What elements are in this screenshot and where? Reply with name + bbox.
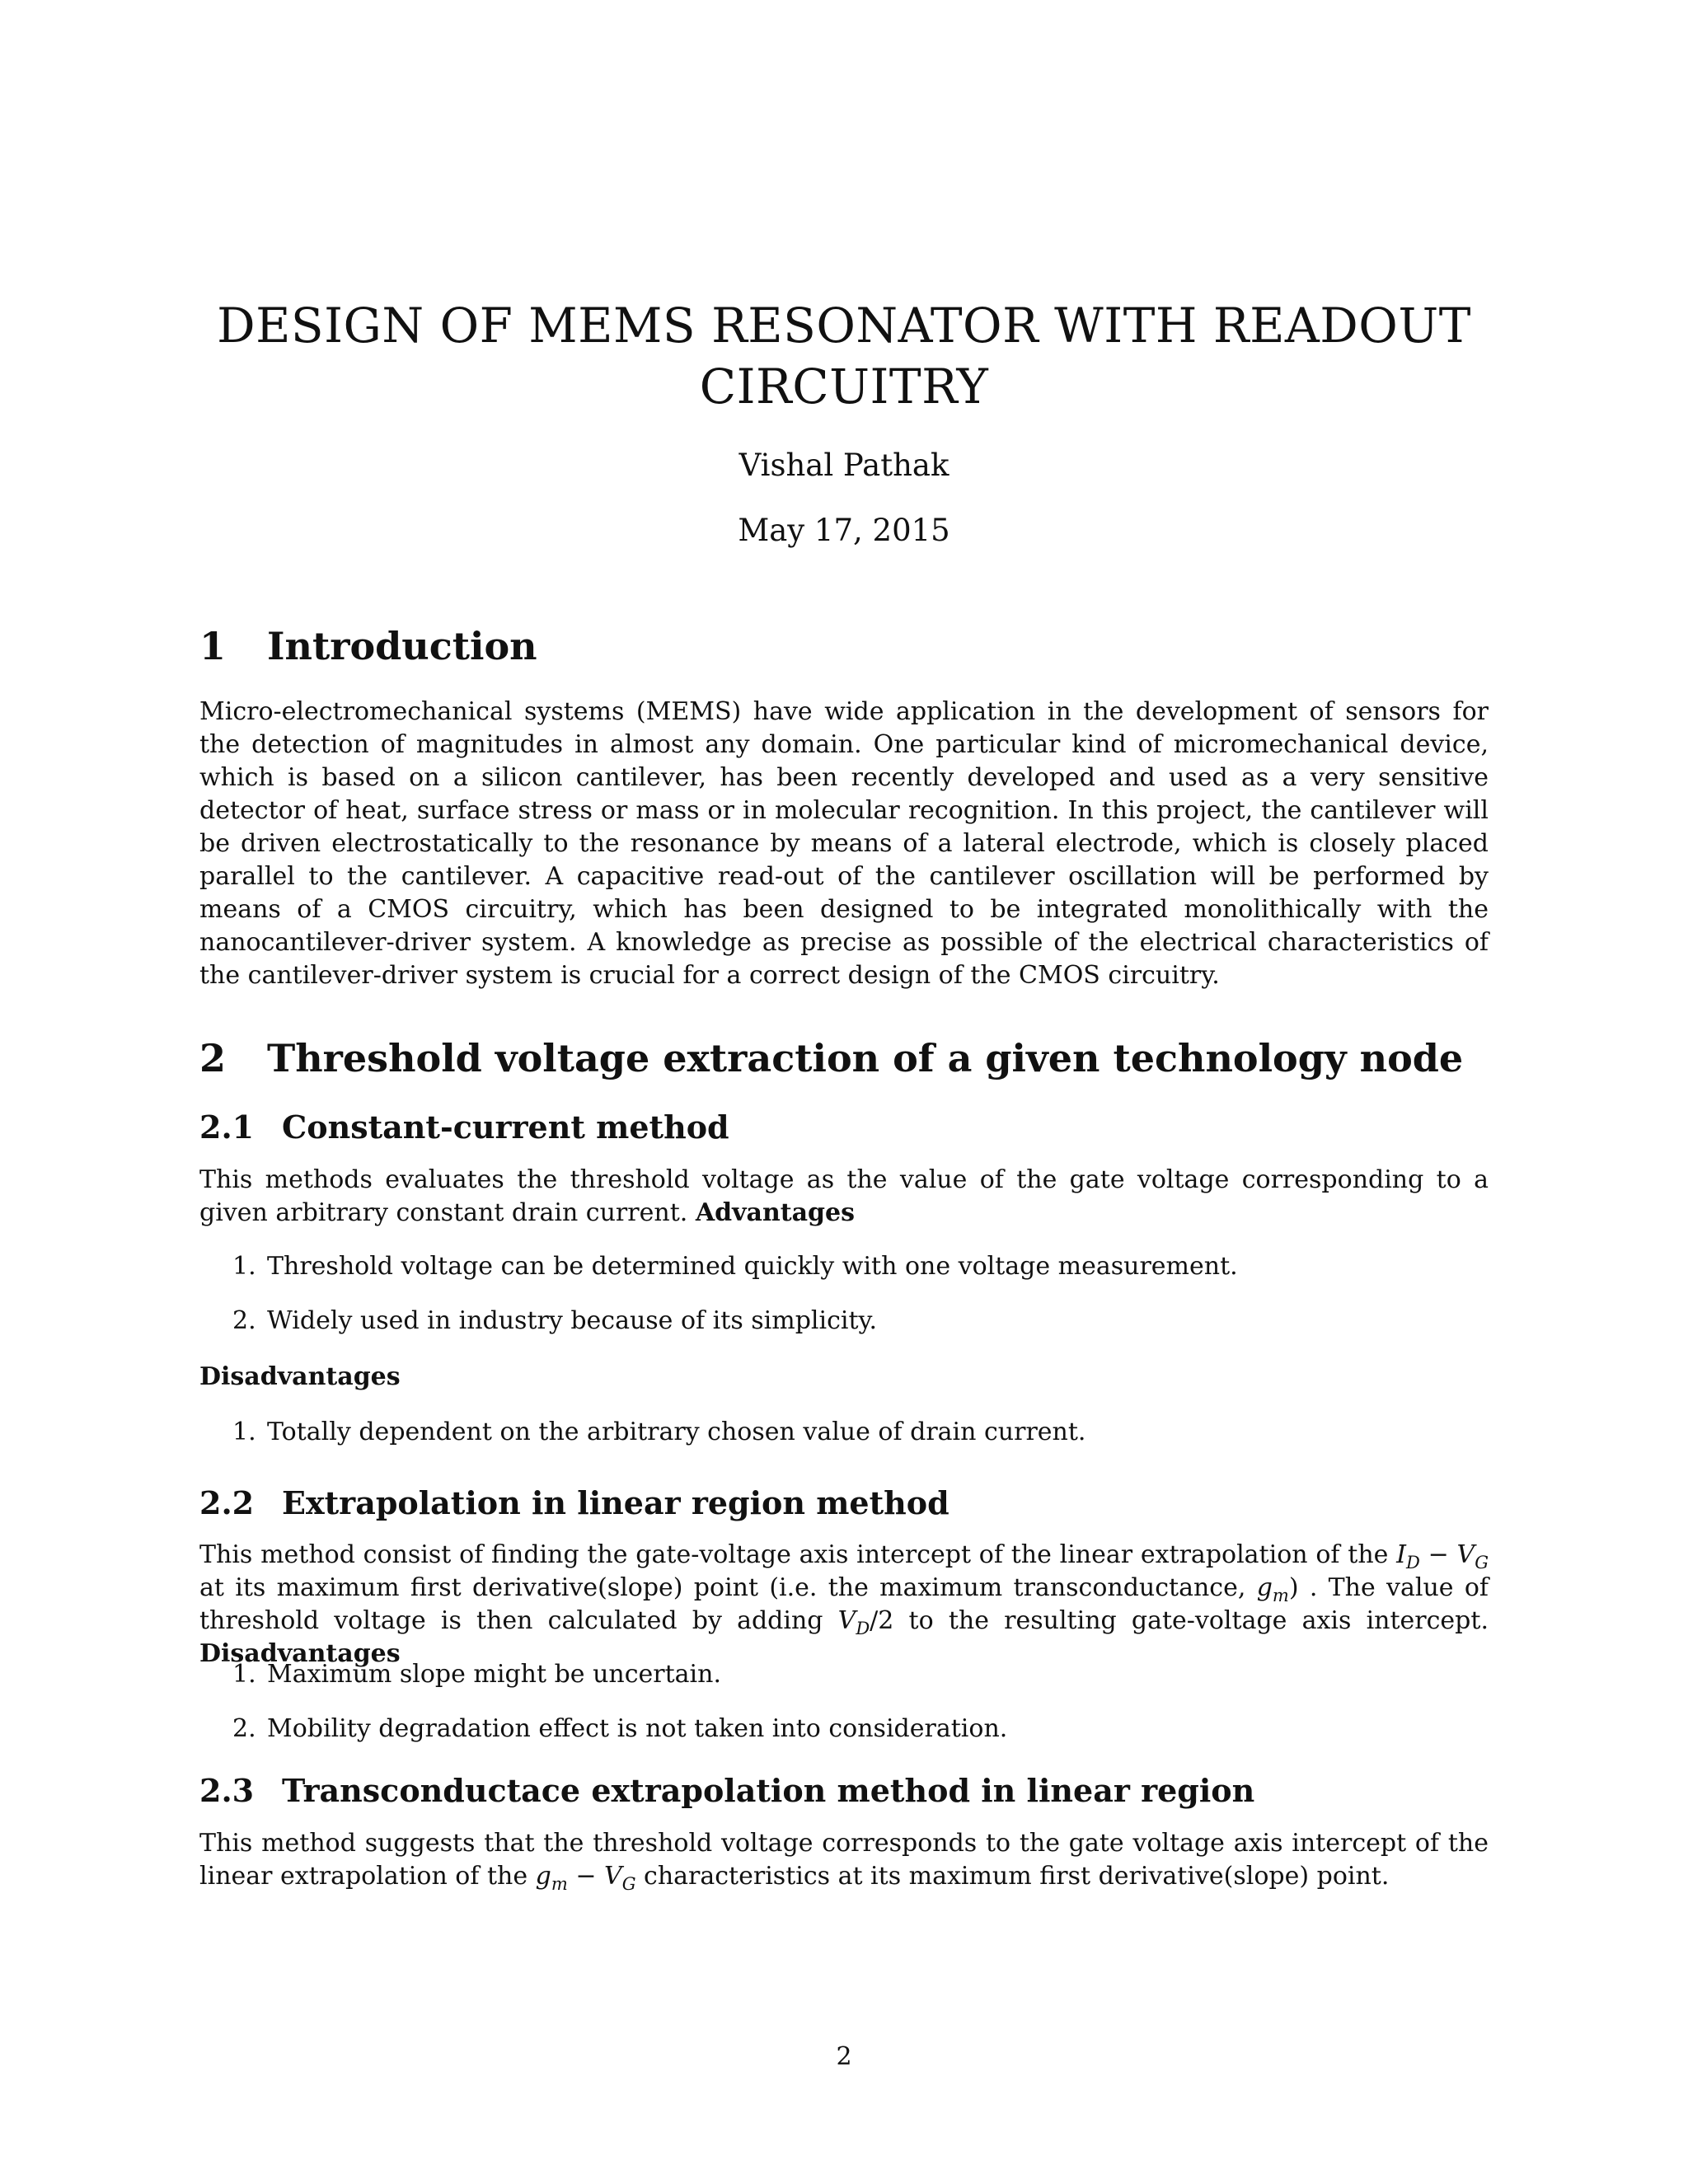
text-run: characteristics at its maximum first derivative(slope) point. <box>635 1862 1390 1891</box>
title-line-1: DESIGN OF MEMS RESONATOR WITH READOUT <box>217 298 1471 354</box>
math-vg <box>604 1862 636 1894</box>
list-item <box>199 1305 1489 1338</box>
list-text: Maximum slope might be uncertain. <box>267 1660 722 1689</box>
subsection-2-2-heading <box>199 1484 950 1522</box>
math-symbol: g <box>1256 1573 1273 1602</box>
text-run: ) . The value of threshold voltage is then calculated by adding <box>199 1573 1489 1635</box>
constant-current-text: This methods evaluates the threshold voltage as the value of the gate voltage corresponding to a given arbitrary constant drain current. <box>199 1165 1489 1227</box>
paper-title <box>0 295 1688 417</box>
math-symbol: I <box>1396 1540 1407 1569</box>
list-text: Threshold voltage can be determined quickly with one voltage measurement. <box>267 1252 1238 1281</box>
math-operator: − <box>567 1862 605 1891</box>
list-text: Mobility degradation effect is not taken into consideration. <box>267 1714 1008 1743</box>
title-line-2: CIRCUITRY <box>699 359 989 415</box>
transconductance-paragraph <box>199 1827 1489 1893</box>
advantages-label: Advantages <box>695 1198 856 1227</box>
math-symbol: V <box>604 1862 622 1891</box>
page-number: 2 <box>836 2042 852 2071</box>
section-2-heading <box>199 1035 1463 1081</box>
list-item <box>199 1713 1489 1746</box>
math-vg <box>1456 1540 1489 1572</box>
date: May 17, 2015 <box>738 513 950 548</box>
section-number: 2 <box>199 1036 227 1080</box>
text-run: to the resulting gate-voltage axis intercept. <box>893 1606 1489 1635</box>
advantages-list <box>199 1250 1489 1359</box>
math-symbol: g <box>535 1862 551 1891</box>
introduction-paragraph: Micro-electromechanical systems (MEMS) have wide application in the development of sensors for the detection of magnitudes in almost any domain. One particular kind of micromechanical device, which is based on a silicon cantilever, has been recently developed and used as a very sensitive detector of heat, surface stress or mass or in molecular recognition. In this project, the cantilever will be driven electrostatically to the resonance by means of a lateral electrode, which is closely placed parallel to the cantilever. A capacitive read-out of the cantilever oscillation will be performed by means of a CMOS circuitry, which has been designed to be integrated monolithically with the nanocantilever-driver system. A knowledge as precise as possible of the electrical characteristics of the cantilever-driver system is crucial for a correct design of the CMOS circuitry. <box>199 697 1489 990</box>
math-gm <box>1256 1573 1289 1605</box>
list-number: 1. <box>232 1252 256 1281</box>
section-number: 1 <box>199 624 227 668</box>
subsection-number: 2.3 <box>199 1772 255 1809</box>
constant-current-paragraph <box>199 1164 1489 1230</box>
section-title: Introduction <box>267 624 537 668</box>
math-operator: − <box>1419 1540 1457 1569</box>
text-run: This method suggests that the threshold voltage corresponds to the gate voltage axis intercept of the linear extrapolation of the <box>199 1829 1489 1891</box>
subsection-2-3-heading <box>199 1772 1254 1810</box>
disadvantages-heading: Disadvantages <box>199 1362 401 1391</box>
subsection-2-1-heading <box>199 1108 729 1146</box>
text-run: at its maximum first derivative(slope) point (i.e. the maximum transconductance, <box>199 1573 1257 1602</box>
math-operator: /2 <box>870 1606 894 1635</box>
math-subscript: D <box>856 1619 870 1638</box>
list-item <box>199 1658 1489 1691</box>
math-symbol: V <box>1456 1540 1475 1569</box>
list-number: 2. <box>232 1714 256 1743</box>
text-run: This method consist of finding the gate-voltage axis intercept of the linear extrapolation of the <box>199 1540 1397 1569</box>
math-gm <box>535 1862 568 1894</box>
disadvantages-label: Disadvantages <box>199 1639 401 1668</box>
list-number: 2. <box>232 1306 256 1335</box>
list-item <box>199 1250 1489 1283</box>
author: Vishal Pathak <box>738 448 950 483</box>
list-number: 1. <box>232 1418 256 1446</box>
subsection-title: Constant-current method <box>282 1108 729 1146</box>
math-symbol: V <box>837 1606 856 1635</box>
disadvantages-list <box>199 1416 1489 1470</box>
subsection-title: Transconductace extrapolation method in linear region <box>282 1772 1255 1809</box>
list-text: Widely used in industry because of its simplicity. <box>267 1306 878 1335</box>
subsection-number: 2.1 <box>199 1108 255 1146</box>
math-subscript: G <box>621 1874 636 1894</box>
subsection-title: Extrapolation in linear region method <box>282 1484 950 1521</box>
list-item <box>199 1416 1489 1449</box>
list-text: Totally dependent on the arbitrary chosen value of drain current. <box>267 1418 1086 1446</box>
disadvantages-list <box>199 1658 1489 1767</box>
math-subscript: m <box>1272 1586 1289 1605</box>
math-subscript: D <box>1406 1553 1420 1572</box>
math-subscript: m <box>551 1874 568 1894</box>
math-id <box>1396 1540 1420 1572</box>
math-vd <box>837 1606 870 1638</box>
subsection-number: 2.2 <box>199 1484 255 1521</box>
math-subscript: G <box>1475 1553 1489 1572</box>
list-number: 1. <box>232 1660 256 1689</box>
extrapolation-paragraph <box>199 1539 1489 1671</box>
section-1-heading <box>199 623 537 669</box>
section-title: Threshold voltage extraction of a given technology node <box>267 1036 1464 1080</box>
